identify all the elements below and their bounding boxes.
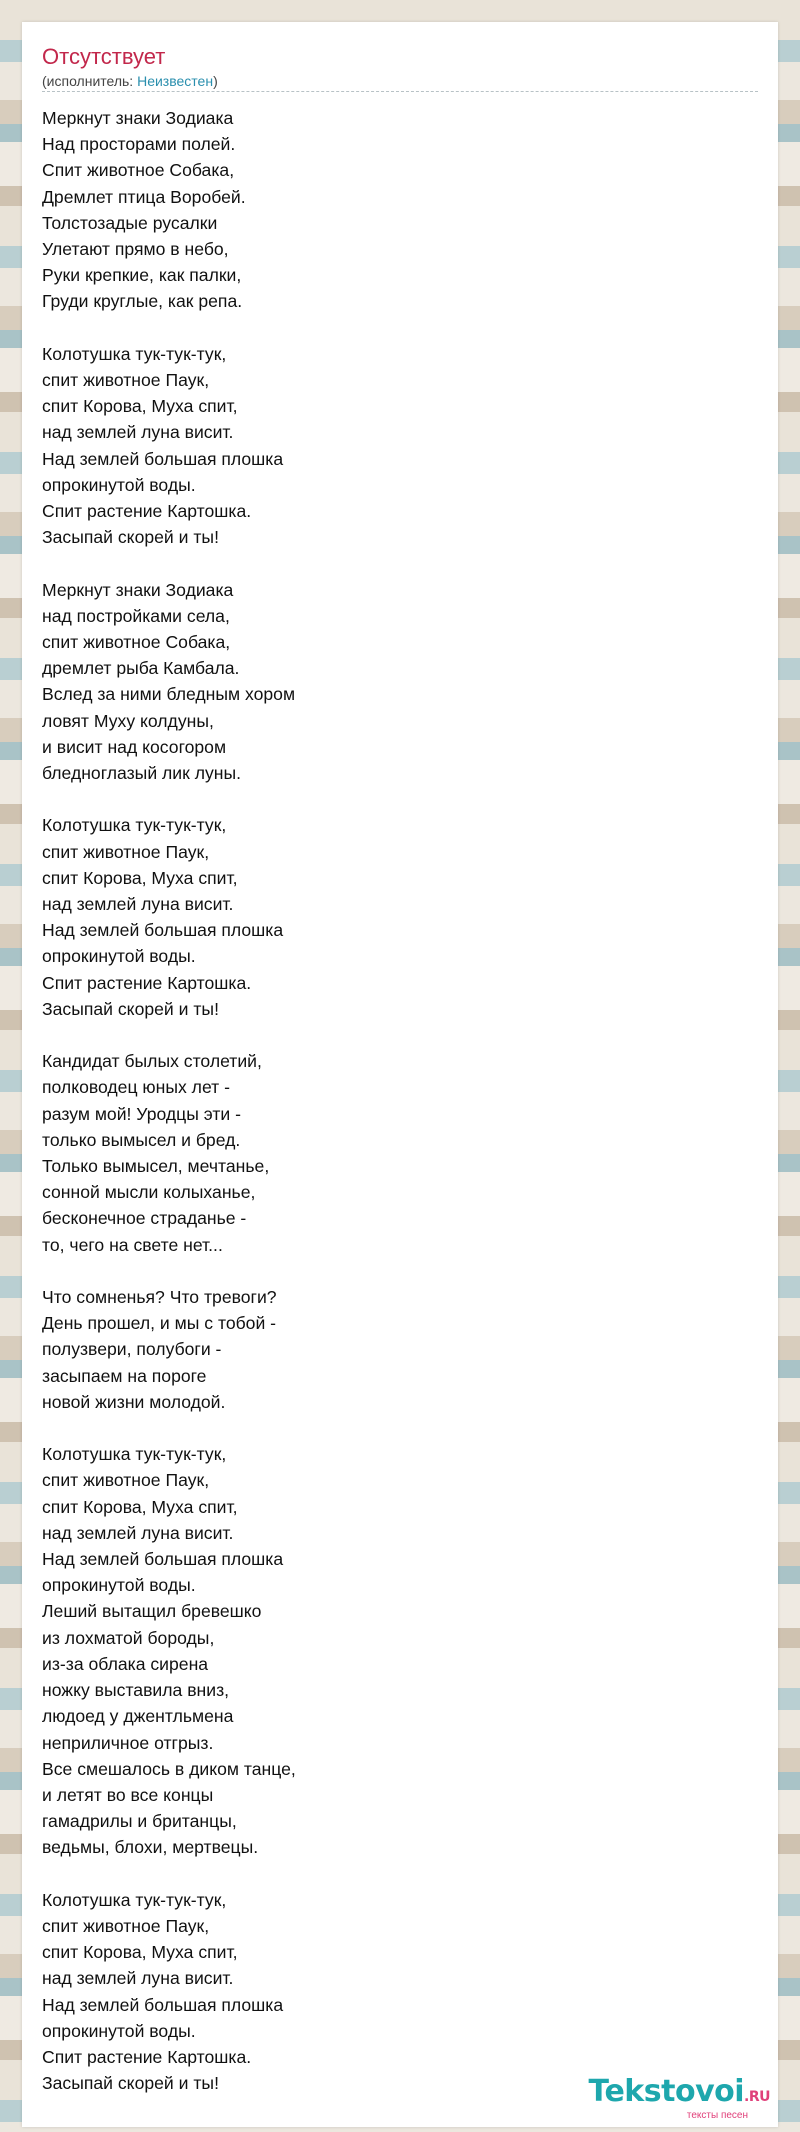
- lyrics-line: спит животное Паук,: [42, 1470, 210, 1491]
- logo-name: Tekstovoi: [588, 2074, 745, 2109]
- lyrics-stanza: [42, 1887, 296, 2097]
- lyrics-line: полководец юных лет -: [42, 1077, 230, 1098]
- lyrics-line: бледноглазый лик луны.: [42, 763, 242, 784]
- lyrics-card: [22, 22, 778, 2127]
- lyrics-line: опрокинутой воды.: [42, 1575, 196, 1596]
- lyrics-line: Засыпай скорей и ты!: [42, 527, 219, 548]
- lyrics-body: [42, 105, 296, 2123]
- lyrics-stanza: [42, 341, 296, 551]
- lyrics-line: над землей луна висит.: [42, 1968, 234, 1989]
- lyrics-line: над землей луна висит.: [42, 894, 234, 915]
- lyrics-line: Над землей большая плошка: [42, 920, 284, 941]
- lyrics-line: спит Корова, Муха спит,: [42, 867, 238, 888]
- lyrics-line: Груди круглые, как репа.: [42, 291, 243, 312]
- logo-tagline: тексты песен: [686, 2110, 748, 2121]
- lyrics-line: разум мой! Уродцы эти -: [42, 1103, 241, 1124]
- lyrics-line: спит животное Паук,: [42, 370, 210, 391]
- lyrics-line: Спит растение Картошка.: [42, 501, 252, 522]
- lyrics-stanza: [42, 105, 296, 315]
- lyrics-line: над постройками села,: [42, 605, 230, 626]
- lyrics-line: то, чего на свете нет...: [42, 1234, 223, 1255]
- lyrics-line: Колотушка тук-тук-тук,: [42, 343, 227, 364]
- lyrics-line: спит животное Собака,: [42, 632, 231, 653]
- lyrics-line: над землей луна висит.: [42, 1522, 234, 1543]
- lyrics-line: спит Корова, Муха спит,: [42, 1942, 238, 1963]
- lyrics-line: Над землей большая плошка: [42, 448, 284, 469]
- lyrics-line: Меркнут знаки Зодиака: [42, 579, 234, 600]
- lyrics-line: и летят во все концы: [42, 1784, 214, 1805]
- lyrics-line: Спит животное Собака,: [42, 160, 235, 181]
- lyrics-line: Кандидат былых столетий,: [42, 1051, 262, 1072]
- site-logo[interactable]: [588, 2076, 770, 2121]
- lyrics-line: Над просторами полей.: [42, 134, 236, 155]
- lyrics-line: Колотушка тук-тук-тук,: [42, 815, 227, 836]
- song-title: Отсутствует: [42, 44, 166, 69]
- lyrics-line: опрокинутой воды.: [42, 946, 196, 967]
- lyrics-line: опрокинутой воды.: [42, 2020, 196, 2041]
- lyrics-line: только вымысел и бред.: [42, 1129, 241, 1150]
- logo-tld: .RU: [744, 2089, 770, 2105]
- title-divider: [42, 91, 758, 92]
- lyrics-line: Улетают прямо в небо,: [42, 239, 229, 260]
- lyrics-line: новой жизни молодой.: [42, 1391, 226, 1412]
- lyrics-line: ножку выставила вниз,: [42, 1680, 230, 1701]
- lyrics-line: Толстозадые русалки: [42, 212, 218, 233]
- lyrics-line: Колотушка тук-тук-тук,: [42, 1889, 227, 1910]
- lyrics-line: спит животное Паук,: [42, 841, 210, 862]
- lyrics-line: Руки крепкие, как палки,: [42, 265, 242, 286]
- lyrics-stanza: [42, 1441, 296, 1860]
- lyrics-line: ведьмы, блохи, мертвецы.: [42, 1837, 259, 1858]
- lyrics-stanza: [42, 1048, 296, 1258]
- artist-suffix: ): [213, 73, 218, 89]
- lyrics-line: полузвери, полубоги -: [42, 1339, 222, 1360]
- lyrics-line: Спит растение Картошка.: [42, 2046, 252, 2067]
- lyrics-line: ловят Муху колдуны,: [42, 710, 214, 731]
- lyrics-line: Дремлет птица Воробей.: [42, 186, 246, 207]
- lyrics-line: Вслед за ними бледным хором: [42, 684, 296, 705]
- lyrics-line: Над землей большая плошка: [42, 1994, 284, 2015]
- lyrics-line: людоед у джентльмена: [42, 1706, 234, 1727]
- lyrics-stanza: [42, 812, 296, 1022]
- lyrics-line: и висит над косогором: [42, 736, 227, 757]
- artist-prefix: (исполнитель:: [42, 73, 138, 89]
- lyrics-line: неприличное отгрыз.: [42, 1732, 214, 1753]
- lyrics-line: Спит растение Картошка.: [42, 972, 252, 993]
- lyrics-line: Все смешалось в диком танце,: [42, 1758, 296, 1779]
- lyrics-line: Засыпай скорей и ты!: [42, 998, 219, 1019]
- lyrics-line: из лохматой бороды,: [42, 1627, 215, 1648]
- logo-wordmark: [588, 2076, 770, 2113]
- lyrics-line: гамадрилы и британцы,: [42, 1811, 237, 1832]
- lyrics-line: Меркнут знаки Зодиака: [42, 108, 234, 128]
- lyrics-line: Что сомненья? Что тревоги?: [42, 1287, 277, 1308]
- lyrics-line: опрокинутой воды.: [42, 474, 196, 495]
- lyrics-line: спит Корова, Муха спит,: [42, 396, 238, 417]
- lyrics-stanza: [42, 577, 296, 787]
- lyrics-line: дремлет рыба Камбала.: [42, 658, 240, 679]
- lyrics-line: бесконечное страданье -: [42, 1208, 247, 1229]
- lyrics-stanza: [42, 1284, 296, 1415]
- lyrics-line: Засыпай скорей и ты!: [42, 2073, 219, 2094]
- lyrics-line: из-за облака сирена: [42, 1653, 209, 1674]
- lyrics-line: засыпаем на пороге: [42, 1365, 207, 1386]
- lyrics-line: спит Корова, Муха спит,: [42, 1496, 238, 1517]
- lyrics-line: спит животное Паук,: [42, 1915, 210, 1936]
- lyrics-line: Только вымысел, мечтанье,: [42, 1156, 270, 1177]
- lyrics-line: Над землей большая плошка: [42, 1549, 284, 1570]
- artist-link[interactable]: Неизвестен: [137, 73, 214, 89]
- lyrics-line: сонной мысли колыханье,: [42, 1182, 256, 1203]
- lyrics-line: над землей луна висит.: [42, 422, 234, 443]
- lyrics-line: День прошел, и мы с тобой -: [42, 1313, 277, 1334]
- lyrics-line: Колотушка тук-тук-тук,: [42, 1444, 227, 1465]
- lyrics-line: Леший вытащил бревешко: [42, 1601, 262, 1622]
- artist-line: [42, 73, 218, 89]
